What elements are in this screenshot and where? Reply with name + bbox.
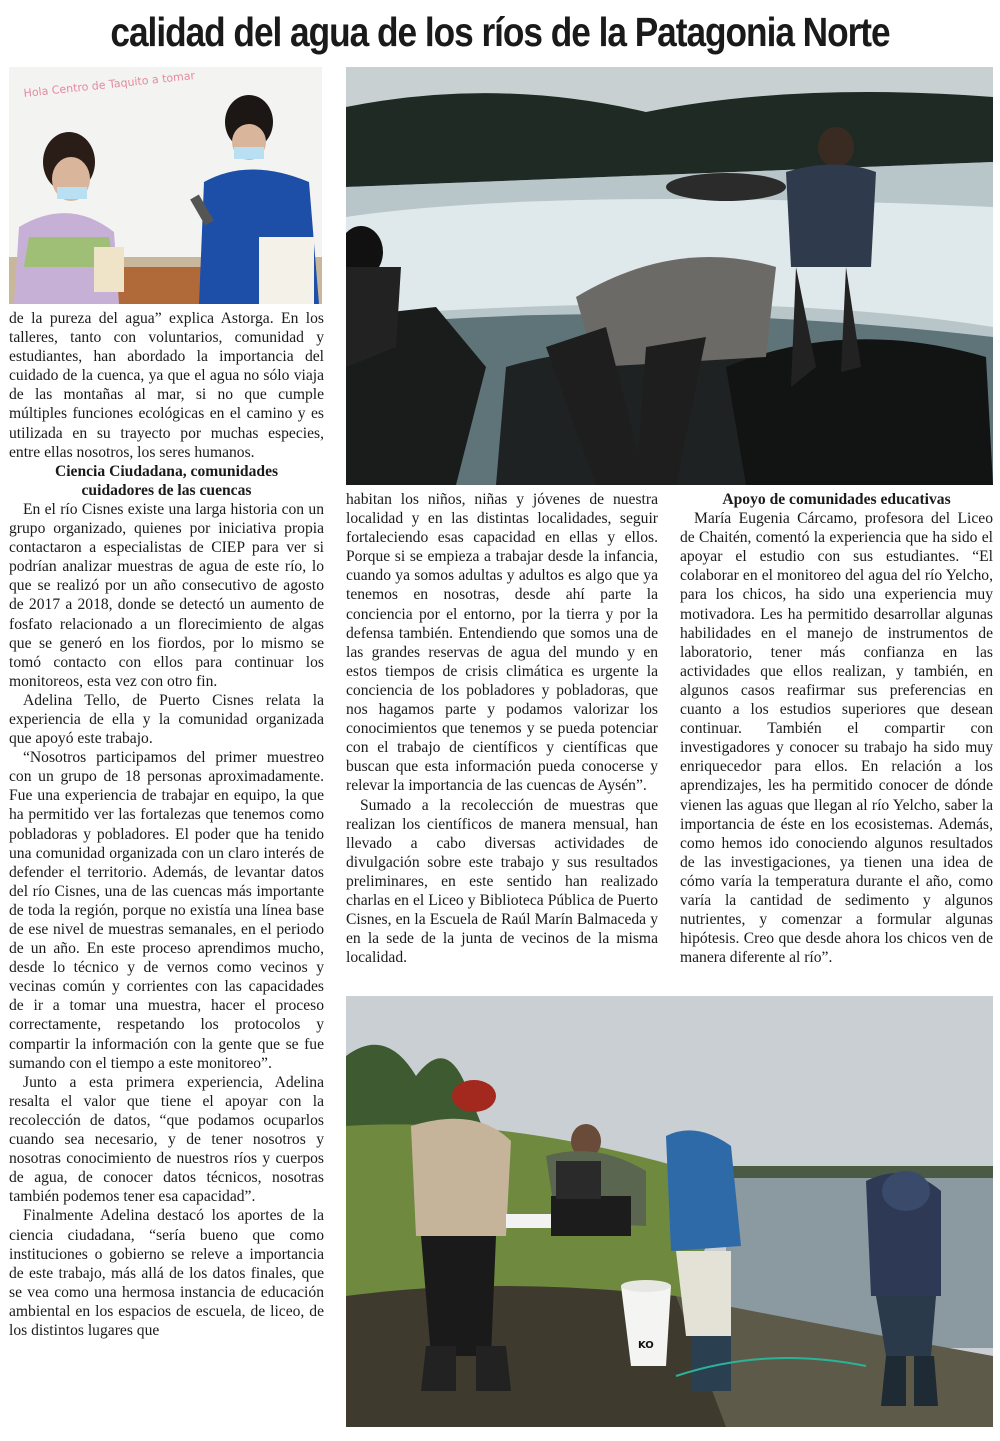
column-2 — [346, 490, 658, 967]
section-heading-apoyo: Apoyo de comunidades educativas — [722, 491, 951, 508]
col1-paragraph: Junto a esta primera experiencia, Adelina resalta el valor que tiene el apoyar con la recolección de datos, “que podamos ocuparlos cuando sea necesario, y de tener nosotros y nosotras conocimiento de nuestros ríos y cuerpos de agua, de conocer datos técnicos, nosotras también podemos tener esa capacidad”. — [9, 1073, 324, 1206]
river-photo — [346, 67, 993, 485]
shore-photo — [346, 996, 993, 1427]
classroom-illustration — [9, 67, 322, 304]
headline: calidad del agua de los ríos de la Patagonia Norte — [110, 9, 890, 55]
section-heading-ciencia-ciudadana: Ciencia Ciudadana, comunidades cuidadores de las cuencas — [54, 462, 279, 499]
col3-paragraph: María Eugenia Cárcamo, profesora del Liceo de Chaitén, comentó la experiencia que ha sido el apoyar el estudio con sus estudiantes. “El colaborar en el monitoreo del agua del río Yelcho, para los chicos, ha sido una experiencia muy motivadora. Les ha permitido desarrollar algunas habilidades en el manejo de instrumentos de laboratorio, tener más confianza en las actividades que ellos realizan, y también, en algunos casos reafirmar sus preferencias en cuanto a los estudios superiores que desean continuar. También el compartir con investigadores y conocer su trabajo ha sido muy enriquecedor para ellos. En relación a los aprendizajes, les ha permitido conocer de dónde vienen las aguas que llegan al río Yelcho, saber la importancia de éste en los ecosistemas. Además, como hemos ido conociendo algunos resultados de las investigaciones, ya tienen una idea de cómo varía la temperatura durante el año, como varía la cantidad de sedimento y algunos nutrientes, y comenzar a formular algunas hipótesis. Creo que desde ahora los chicos ven de manera diferente al río”. — [680, 510, 993, 967]
column-1 — [9, 309, 324, 1340]
col1-paragraph: de la pureza del agua” explica Astorga. En los talleres, tanto con voluntarios, comunidad y estudiantes, han abordado la importancia del cuidado de la cuenca, ya que el agua no sólo viaja de las montañas al mar, si no que cumple múltiples funciones ecológicas en el camino y es utilizada en su trayecto por muchas especies, entre ellas nosotros, los seres humanos. — [9, 310, 324, 461]
col2-paragraph: habitan los niños, niñas y jóvenes de nuestra localidad y en las distintas localidades, seguir fortaleciendo esas capacidad en ellas y ellos. Porque si se empieza a trabajar desde la infancia, cuando ya somos adultas y adultos es algo que ya tenemos en nosotras, desde ahí parte la conciencia por el entorno, por la tierra y por la defensa también. Entendiendo que somos una de las grandes reservas de agua del mundo y en estos tiempos de crisis climática es urgente la conciencia de los pobladores y pobladoras, que nos hagamos parte y podamos valorizar los conocimientos que tenemos y se pueda potenciar con el trabajo de científicos y científicas que buscan que esta información pueda conocerse y relevar la importancia de las cuencas de Aysén”. — [346, 491, 658, 795]
col1-paragraph: Adelina Tello, de Puerto Cisnes relata la experiencia de ella y la comunidad organizada que apoyó este trabajo. — [9, 691, 324, 748]
shore-illustration — [346, 996, 993, 1427]
col1-paragraph: Finalmente Adelina destacó los aportes de la ciencia ciudadana, “sería bueno que como instituciones o gobierno se releve a importancia de este trabajo, más allá de los datos finales, que se vea como una hermosa instancia de educación ambiental en los espacios de escuela, de liceo, de los distintos lugares que — [9, 1207, 324, 1339]
col1-paragraph: En el río Cisnes existe una larga historia con un grupo organizado, quienes por iniciativa propia contactaron a especialistas de CIEP para ver si podrían analizar muestras de agua de este río, lo que se realizó por un año consecutivo de agosto de 2017 a 2018, donde se detectó un aumento de fosfato relacionado a un florecimiento de algas que se generó en los fiordos, por lo mismo se tomó contacto con ellos para continuar los monitoreos, esta vez con otro fin. — [9, 500, 324, 690]
river-illustration — [346, 67, 993, 485]
column-3 — [680, 490, 993, 967]
col1-paragraph: “Nosotros participamos del primer muestreo con un grupo de 18 personas aproximadamente. Fue una experiencia de trabajar en equipo, la que ha permitido ver las fortalezas que tenemos como pobladoras y pobladores. El poder que ha tenido una comunidad organizada con un claro interés de defender el territorio. Además, de levantar datos del río Cisnes, una de las cuencas más importante de toda la región, porque no existía una línea base de ese nivel de muestras semanales, en el periodo de un año. En este proceso aprendimos mucho, desde lo técnico y de vernos como vecinos y vecinas común y corrientes con las capacidades de ir a tomar una muestra, hacer el proceso correctamente, respetando los protocolos y compartir la información con la gente que se fue sumando con el tiempo a este monitoreo”. — [9, 749, 324, 1072]
col2-paragraph: Sumado a la recolección de muestras que realizan los científicos de manera mensual, han llevado a cabo diversas actividades de divulgación sobre este trabajo y sus resultados preliminares, en este sentido han realizado charlas en el Liceo y Biblioteca Pública de Puerto Cisnes, en la Escuela de Raúl Marín Balmaceda y en la sede de la junta de vecinos de la misma localidad. — [346, 796, 658, 967]
whiteboard-text: Hola Centro de Taquito a tomar — [22, 69, 196, 100]
bucket-label: KO — [638, 1340, 654, 1351]
classroom-photo — [9, 67, 322, 304]
